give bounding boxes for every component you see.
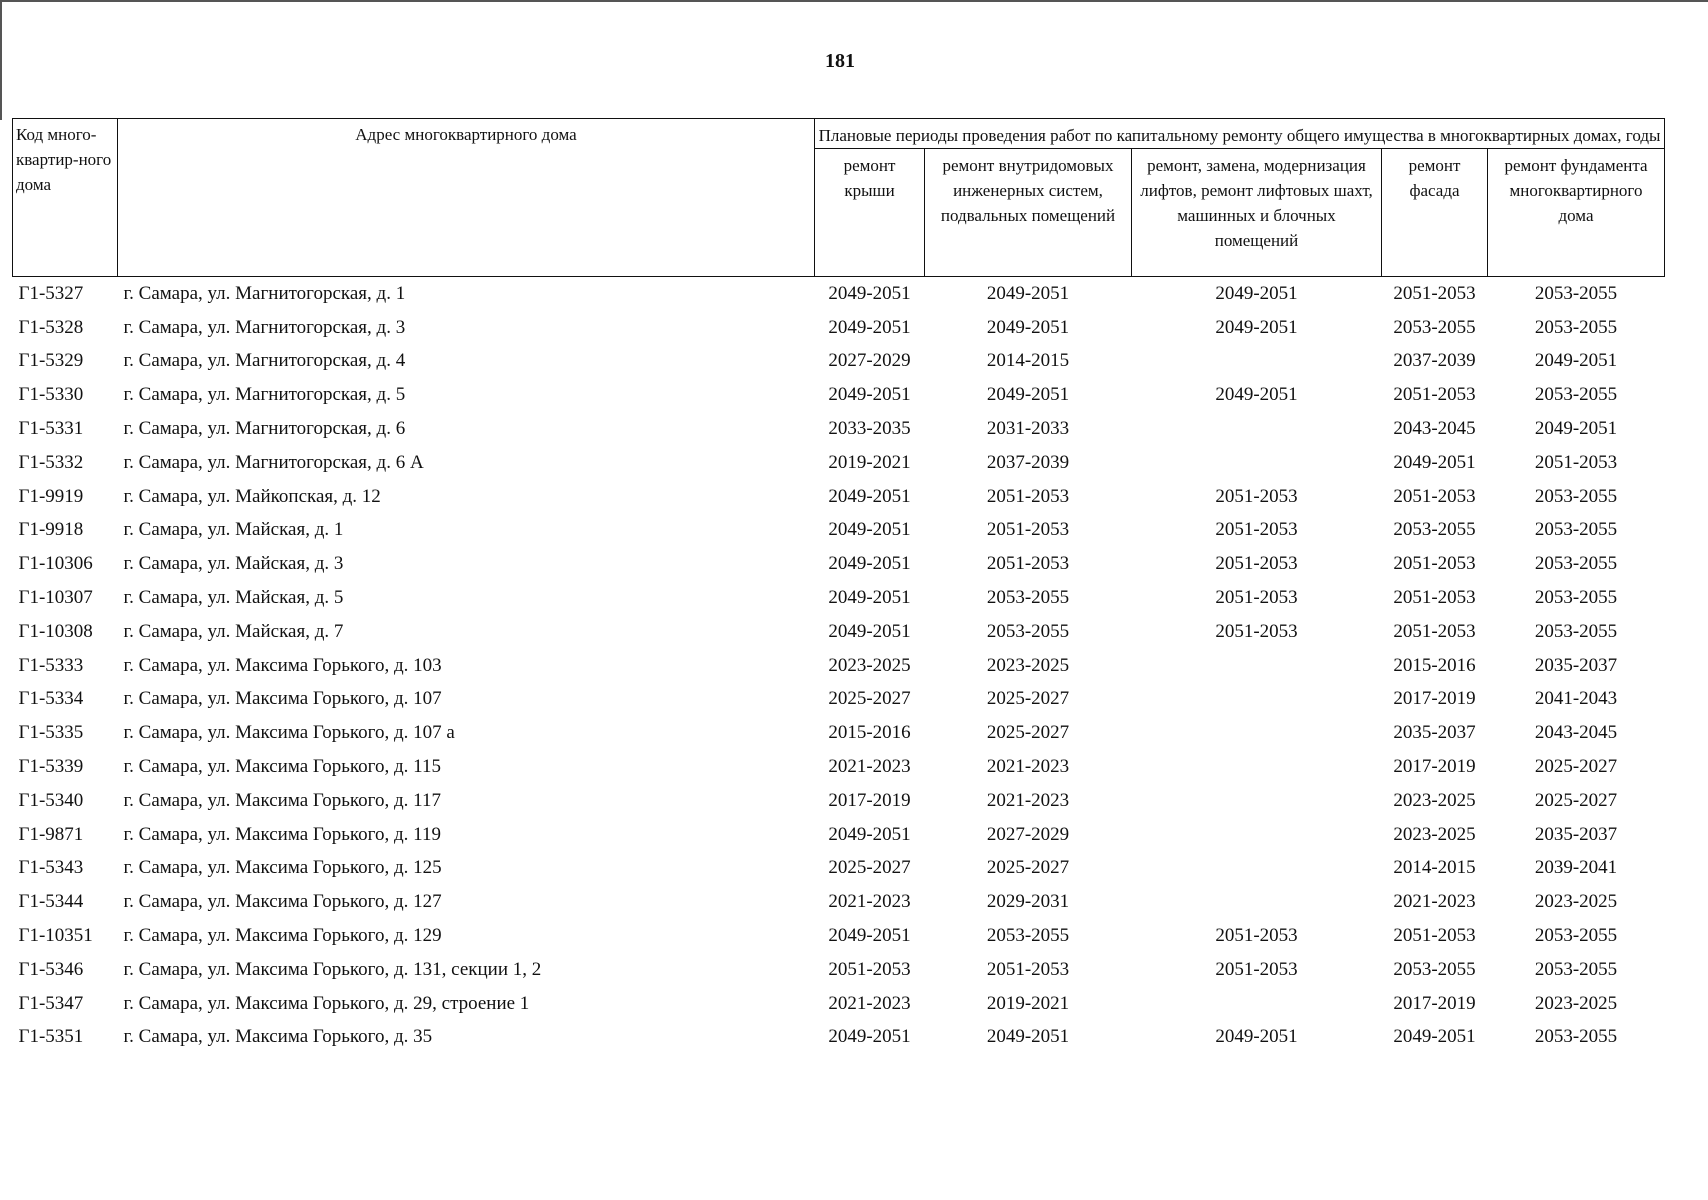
cell-code: Г1-5347 bbox=[18, 992, 84, 1014]
table-row bbox=[13, 987, 1665, 1021]
cell-roof: 2049-2051 bbox=[828, 282, 911, 304]
cell-lifts: 2051-2053 bbox=[1215, 958, 1298, 980]
header-foundation: ремонт фундамента многоквартирного дома bbox=[1488, 149, 1665, 277]
cell-engineering: 2051-2053 bbox=[986, 519, 1070, 541]
cell-engineering: 2053-2055 bbox=[986, 620, 1070, 642]
cell-roof: 2049-2051 bbox=[828, 553, 911, 575]
cell-engineering: 2051-2053 bbox=[986, 958, 1070, 980]
cell-facade: 2053-2055 bbox=[1393, 316, 1476, 338]
cell-foundation: 2023-2025 bbox=[1534, 992, 1618, 1014]
cell-address: г. Самара, ул. Максима Горького, д. 117 bbox=[123, 789, 441, 811]
cell-code: Г1-10308 bbox=[18, 620, 93, 642]
cell-lifts: 2051-2053 bbox=[1215, 519, 1298, 541]
cell-foundation: 2049-2051 bbox=[1534, 350, 1618, 372]
cell-facade: 2017-2019 bbox=[1393, 992, 1476, 1014]
cell-engineering: 2053-2055 bbox=[986, 587, 1070, 609]
cell-roof: 2051-2053 bbox=[828, 958, 911, 980]
cell-facade: 2014-2015 bbox=[1393, 857, 1476, 879]
cell-code: Г1-5340 bbox=[18, 789, 84, 811]
cell-address: г. Самара, ул. Максима Горького, д. 35 bbox=[123, 1026, 433, 1048]
cell-foundation: 2025-2027 bbox=[1534, 789, 1618, 811]
cell-lifts: 2051-2053 bbox=[1215, 620, 1298, 642]
cell-facade: 2051-2053 bbox=[1393, 282, 1476, 304]
cell-lifts: 2049-2051 bbox=[1215, 282, 1298, 304]
table-row bbox=[13, 277, 1665, 311]
cell-code: Г1-5330 bbox=[18, 384, 84, 406]
cell-address: г. Самара, ул. Майская, д. 1 bbox=[123, 519, 344, 541]
cell-facade: 2051-2053 bbox=[1393, 620, 1476, 642]
cell-address: г. Самара, ул. Магнитогорская, д. 5 bbox=[123, 384, 406, 406]
table-body bbox=[13, 277, 1665, 1055]
table-row bbox=[13, 1021, 1665, 1055]
cell-code: Г1-5334 bbox=[18, 688, 84, 710]
cell-code: Г1-5344 bbox=[18, 891, 84, 913]
table-row bbox=[13, 378, 1665, 412]
cell-code: Г1-9871 bbox=[18, 823, 84, 845]
cell-facade: 2051-2053 bbox=[1393, 587, 1476, 609]
cell-roof: 2049-2051 bbox=[828, 316, 911, 338]
cell-code: Г1-5351 bbox=[18, 1026, 84, 1048]
table-row bbox=[13, 852, 1665, 886]
cell-engineering: 2023-2025 bbox=[986, 654, 1070, 676]
cell-engineering: 2014-2015 bbox=[986, 350, 1070, 372]
cell-roof: 2021-2023 bbox=[828, 992, 911, 1014]
cell-facade: 2043-2045 bbox=[1393, 418, 1476, 440]
cell-address: г. Самара, ул. Максима Горького, д. 129 bbox=[123, 925, 442, 947]
cell-foundation: 2035-2037 bbox=[1534, 823, 1618, 845]
cell-code: Г1-5329 bbox=[18, 350, 84, 372]
cell-facade: 2017-2019 bbox=[1393, 756, 1476, 778]
cell-address: г. Самара, ул. Максима Горького, д. 107 а bbox=[123, 722, 455, 744]
cell-code: Г1-5333 bbox=[18, 654, 84, 676]
cell-roof: 2025-2027 bbox=[828, 857, 911, 879]
cell-lifts: 2049-2051 bbox=[1215, 1026, 1298, 1048]
cell-facade: 2035-2037 bbox=[1393, 722, 1476, 744]
cell-facade: 2051-2053 bbox=[1393, 384, 1476, 406]
cell-facade: 2015-2016 bbox=[1393, 654, 1476, 676]
cell-foundation: 2035-2037 bbox=[1534, 654, 1618, 676]
cell-code: Г1-10351 bbox=[18, 925, 93, 947]
cell-roof: 2049-2051 bbox=[828, 823, 911, 845]
cell-facade: 2021-2023 bbox=[1393, 891, 1476, 913]
cell-engineering: 2025-2027 bbox=[986, 688, 1070, 710]
cell-code: Г1-10306 bbox=[18, 553, 93, 575]
cell-lifts: 2049-2051 bbox=[1215, 384, 1298, 406]
cell-engineering: 2049-2051 bbox=[986, 282, 1070, 304]
table-row bbox=[13, 649, 1665, 683]
cell-roof: 2019-2021 bbox=[828, 451, 911, 473]
cell-roof: 2049-2051 bbox=[828, 519, 911, 541]
cell-facade: 2051-2053 bbox=[1393, 553, 1476, 575]
cell-engineering: 2027-2029 bbox=[986, 823, 1070, 845]
cell-foundation: 2025-2027 bbox=[1534, 756, 1618, 778]
cell-lifts: 2051-2053 bbox=[1215, 925, 1298, 947]
cell-lifts bbox=[1132, 885, 1382, 919]
cell-foundation: 2041-2043 bbox=[1534, 688, 1618, 710]
cell-facade: 2051-2053 bbox=[1393, 485, 1476, 507]
header-code: Код много-квартир-ного дома bbox=[13, 119, 118, 277]
table-row bbox=[13, 480, 1665, 514]
cell-roof: 2049-2051 bbox=[828, 620, 911, 642]
cell-engineering: 2049-2051 bbox=[986, 384, 1070, 406]
cell-address: г. Самара, ул. Максима Горького, д. 127 bbox=[123, 891, 442, 913]
cell-engineering: 2021-2023 bbox=[986, 756, 1070, 778]
cell-foundation: 2053-2055 bbox=[1534, 316, 1618, 338]
cell-address: г. Самара, ул. Майская, д. 7 bbox=[123, 620, 344, 642]
cell-facade: 2053-2055 bbox=[1393, 519, 1476, 541]
cell-address: г. Самара, ул. Магнитогорская, д. 3 bbox=[123, 316, 406, 338]
cell-roof: 2023-2025 bbox=[828, 654, 911, 676]
table-row bbox=[13, 683, 1665, 717]
cell-foundation: 2053-2055 bbox=[1534, 587, 1618, 609]
table-row bbox=[13, 446, 1665, 480]
cell-lifts bbox=[1132, 446, 1382, 480]
cell-code: Г1-5339 bbox=[18, 756, 84, 778]
cell-lifts bbox=[1132, 716, 1382, 750]
cell-roof: 2025-2027 bbox=[828, 688, 911, 710]
cell-roof: 2049-2051 bbox=[828, 1026, 911, 1048]
repair-schedule-table bbox=[12, 118, 1665, 1054]
table-row bbox=[13, 953, 1665, 987]
cell-address: г. Самара, ул. Максима Горького, д. 119 bbox=[123, 823, 441, 845]
cell-engineering: 2021-2023 bbox=[986, 789, 1070, 811]
header-address: Адрес многоквартирного дома bbox=[118, 119, 815, 277]
cell-roof: 2049-2051 bbox=[828, 925, 911, 947]
cell-lifts bbox=[1132, 784, 1382, 818]
table-row bbox=[13, 514, 1665, 548]
cell-code: Г1-5331 bbox=[18, 418, 84, 440]
cell-foundation: 2043-2045 bbox=[1534, 722, 1618, 744]
table-row bbox=[13, 615, 1665, 649]
cell-lifts: 2051-2053 bbox=[1215, 587, 1298, 609]
cell-roof: 2033-2035 bbox=[828, 418, 911, 440]
cell-foundation: 2051-2053 bbox=[1534, 451, 1618, 473]
cell-code: Г1-5328 bbox=[18, 316, 84, 338]
cell-roof: 2021-2023 bbox=[828, 891, 911, 913]
cell-lifts bbox=[1132, 852, 1382, 886]
cell-code: Г1-5327 bbox=[18, 282, 84, 304]
cell-address: г. Самара, ул. Магнитогорская, д. 6 А bbox=[123, 451, 424, 473]
page-number: 181 bbox=[825, 50, 855, 72]
cell-foundation: 2053-2055 bbox=[1534, 519, 1618, 541]
cell-address: г. Самара, ул. Майкопская, д. 12 bbox=[123, 485, 381, 507]
cell-lifts: 2049-2051 bbox=[1215, 316, 1298, 338]
cell-engineering: 2051-2053 bbox=[986, 485, 1070, 507]
table-header bbox=[13, 119, 1665, 277]
header-lifts: ремонт, замена, модернизация лифтов, ремонт лифтовых шахт, машинных и блочных помещений bbox=[1132, 149, 1382, 277]
cell-engineering: 2053-2055 bbox=[986, 925, 1070, 947]
header-roof: ремонт крыши bbox=[815, 149, 925, 277]
cell-address: г. Самара, ул. Максима Горького, д. 29, строение 1 bbox=[123, 992, 530, 1014]
cell-foundation: 2053-2055 bbox=[1534, 620, 1618, 642]
table-row bbox=[13, 919, 1665, 953]
header-engineering: ремонт внутридомовых инженерных систем, подвальных помещений bbox=[925, 149, 1132, 277]
cell-address: г. Самара, ул. Максима Горького, д. 125 bbox=[123, 857, 442, 879]
cell-lifts bbox=[1132, 345, 1382, 379]
cell-facade: 2051-2053 bbox=[1393, 925, 1476, 947]
cell-foundation: 2053-2055 bbox=[1534, 1026, 1618, 1048]
cell-engineering: 2051-2053 bbox=[986, 553, 1070, 575]
cell-code: Г1-5346 bbox=[18, 958, 84, 980]
cell-engineering: 2037-2039 bbox=[986, 451, 1070, 473]
header-periods-group: Плановые периоды проведения работ по капитальному ремонту общего имущества в многоквартирных домах, годы bbox=[815, 119, 1665, 149]
table-row bbox=[13, 547, 1665, 581]
cell-foundation: 2049-2051 bbox=[1534, 418, 1618, 440]
cell-facade: 2023-2025 bbox=[1393, 789, 1476, 811]
table-row bbox=[13, 750, 1665, 784]
cell-address: г. Самара, ул. Магнитогорская, д. 1 bbox=[123, 282, 406, 304]
table-row bbox=[13, 581, 1665, 615]
cell-address: г. Самара, ул. Максима Горького, д. 103 bbox=[123, 654, 442, 676]
cell-roof: 2027-2029 bbox=[828, 350, 911, 372]
cell-foundation: 2053-2055 bbox=[1534, 925, 1618, 947]
cell-code: Г1-5335 bbox=[18, 722, 84, 744]
table-row bbox=[13, 818, 1665, 852]
cell-address: г. Самара, ул. Магнитогорская, д. 6 bbox=[123, 418, 406, 440]
cell-lifts bbox=[1132, 412, 1382, 446]
cell-lifts bbox=[1132, 987, 1382, 1021]
cell-lifts: 2051-2053 bbox=[1215, 553, 1298, 575]
table-row bbox=[13, 311, 1665, 345]
cell-address: г. Самара, ул. Максима Горького, д. 115 bbox=[123, 756, 441, 778]
cell-lifts bbox=[1132, 683, 1382, 717]
cell-lifts bbox=[1132, 818, 1382, 852]
cell-roof: 2049-2051 bbox=[828, 384, 911, 406]
cell-address: г. Самара, ул. Майская, д. 5 bbox=[123, 587, 344, 609]
cell-roof: 2049-2051 bbox=[828, 485, 911, 507]
cell-address: г. Самара, ул. Максима Горького, д. 107 bbox=[123, 688, 442, 710]
cell-engineering: 2049-2051 bbox=[986, 316, 1070, 338]
cell-engineering: 2031-2033 bbox=[986, 418, 1070, 440]
cell-code: Г1-5343 bbox=[18, 857, 84, 879]
cell-roof: 2017-2019 bbox=[828, 789, 911, 811]
cell-engineering: 2049-2051 bbox=[986, 1026, 1070, 1048]
cell-code: Г1-5332 bbox=[18, 451, 84, 473]
cell-facade: 2049-2051 bbox=[1393, 1026, 1476, 1048]
cell-code: Г1-9918 bbox=[18, 519, 84, 541]
cell-facade: 2017-2019 bbox=[1393, 688, 1476, 710]
table-row bbox=[13, 716, 1665, 750]
table-row bbox=[13, 784, 1665, 818]
cell-foundation: 2039-2041 bbox=[1534, 857, 1618, 879]
cell-foundation: 2053-2055 bbox=[1534, 553, 1618, 575]
cell-lifts bbox=[1132, 750, 1382, 784]
header-facade: ремонт фасада bbox=[1382, 149, 1488, 277]
cell-facade: 2053-2055 bbox=[1393, 958, 1476, 980]
cell-engineering: 2025-2027 bbox=[986, 722, 1070, 744]
cell-foundation: 2053-2055 bbox=[1534, 958, 1618, 980]
cell-facade: 2037-2039 bbox=[1393, 350, 1476, 372]
cell-engineering: 2019-2021 bbox=[986, 992, 1070, 1014]
cell-foundation: 2053-2055 bbox=[1534, 384, 1618, 406]
cell-lifts: 2051-2053 bbox=[1215, 485, 1298, 507]
cell-engineering: 2025-2027 bbox=[986, 857, 1070, 879]
table-row bbox=[13, 345, 1665, 379]
cell-roof: 2049-2051 bbox=[828, 587, 911, 609]
cell-engineering: 2029-2031 bbox=[986, 891, 1070, 913]
table-row bbox=[13, 885, 1665, 919]
page-frame-top bbox=[0, 0, 1708, 2]
cell-address: г. Самара, ул. Максима Горького, д. 131, секции 1, 2 bbox=[123, 958, 542, 980]
cell-facade: 2049-2051 bbox=[1393, 451, 1476, 473]
cell-address: г. Самара, ул. Магнитогорская, д. 4 bbox=[123, 350, 406, 372]
cell-facade: 2023-2025 bbox=[1393, 823, 1476, 845]
cell-code: Г1-10307 bbox=[18, 587, 93, 609]
cell-address: г. Самара, ул. Майская, д. 3 bbox=[123, 553, 344, 575]
table-row bbox=[13, 412, 1665, 446]
cell-roof: 2015-2016 bbox=[828, 722, 911, 744]
cell-roof: 2021-2023 bbox=[828, 756, 911, 778]
cell-foundation: 2023-2025 bbox=[1534, 891, 1618, 913]
cell-lifts bbox=[1132, 649, 1382, 683]
cell-code: Г1-9919 bbox=[18, 485, 84, 507]
cell-foundation: 2053-2055 bbox=[1534, 485, 1618, 507]
cell-foundation: 2053-2055 bbox=[1534, 282, 1618, 304]
